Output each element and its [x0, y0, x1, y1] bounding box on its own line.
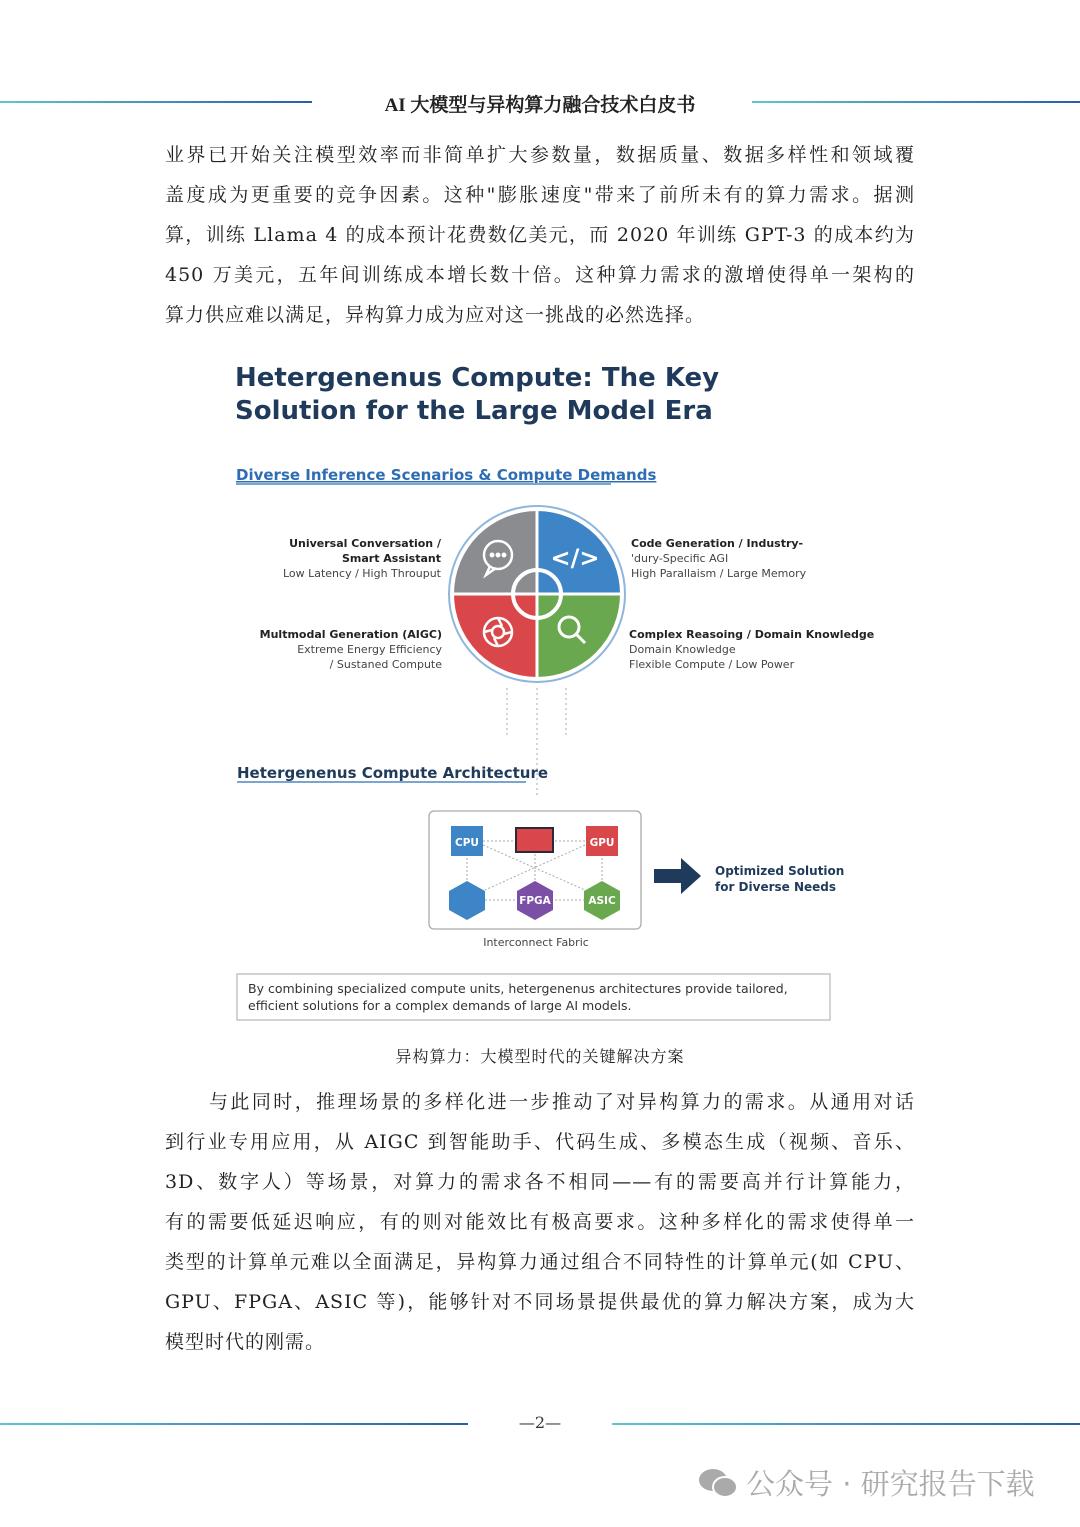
section-title-architecture: Hetergenenus Compute Architecture — [237, 764, 549, 782]
wechat-icon — [698, 1467, 738, 1499]
text-line: 与此同时，推理场景的多样化进一步推动了对异构算力的需求。从通用对话 — [209, 1091, 915, 1113]
scenario-title: Multmodal Generation (AIGC) — [259, 628, 442, 641]
figure-title-line1: Hetergenenus Compute: The Key — [235, 363, 720, 393]
figure-title-line2: Solution for the Large Model Era — [235, 396, 713, 426]
scenario-subtitle: Low Latency / High Throuput — [282, 567, 441, 580]
text-line: 模型时代的刚需。 — [165, 1331, 326, 1353]
watermark-text: 公众号 · 研究报告下载 — [746, 1467, 1035, 1501]
solution-label: Optimized Solution — [715, 864, 845, 878]
scenario-title: 'dury-Specific AGI — [631, 552, 729, 565]
text-line: 有的需要低延迟响应，有的则对能效比有极高要求。这种多样化的需求使得单一 — [165, 1211, 915, 1233]
cpu-label: CPU — [455, 837, 479, 849]
header-title: AI 大模型与异构算力融合技术白皮书 — [384, 95, 696, 116]
scenario-title: Complex Reasoing / Domain Knowledge — [629, 628, 875, 641]
watermark — [698, 1462, 1035, 1503]
section-title-scenarios: Diverse Inference Scenarios & Compute Demands — [236, 466, 657, 484]
solution-label: for Diverse Needs — [715, 880, 837, 894]
paragraph-2 — [165, 1082, 915, 1362]
text-line: 算，训练 Llama 4 的成本预计花费数亿美元，而 2020 年训练 GPT-3 的成本约为 — [165, 224, 915, 246]
gpu-label: GPU — [589, 837, 615, 849]
text-line: 算力供应难以满足，异构算力成为应对这一挑战的必然选择。 — [165, 304, 706, 326]
scenario-title: Smart Assistant — [341, 552, 441, 565]
scenario-title: Universal Conversation / — [289, 537, 441, 550]
fabric-label: Interconnect Fabric — [483, 936, 589, 949]
scenario-subtitle: Domain Knowledge — [629, 643, 736, 656]
text-line: 盖度成为更重要的竞争因素。这种"膨胀速度"带来了前所未有的算力需求。据测 — [165, 184, 915, 206]
scenario-subtitle: / Sustaned Compute — [329, 658, 442, 671]
scenario-subtitle: Extreme Energy Efficiency — [297, 643, 442, 656]
fpga-label: FPGA — [519, 895, 551, 907]
accelerator-unit — [516, 828, 553, 852]
page-number: —2— — [518, 1413, 562, 1432]
text-line: 3D、数字人）等场景，对算力的需求各不相同——有的需要高并行计算能力， — [165, 1171, 915, 1193]
scenario-title: Code Generation / Industry- — [631, 537, 804, 550]
text-line: 450 万美元，五年间训练成本增长数十倍。这种算力需求的激增使得单一架构的 — [165, 264, 915, 286]
paragraph-1 — [165, 135, 915, 335]
figure-caption: 异构算力：大模型时代的关键解决方案 — [395, 1047, 685, 1066]
arrow-right-icon — [654, 858, 701, 894]
quadrant-conversation — [454, 511, 537, 594]
quadrant-multimodal — [454, 594, 537, 677]
scenario-subtitle: High Parallaism / Large Memory — [631, 567, 807, 580]
text-line: 到行业专用应用，从 AIGC 到智能助手、代码生成、多模态生成（视频、音乐、 — [165, 1131, 915, 1153]
summary-text: By combining specialized compute units, hetergenenus architectures provide tailored, — [248, 981, 788, 996]
code-icon: </> — [550, 544, 600, 572]
scenario-subtitle: Flexible Compute / Low Power — [629, 658, 795, 671]
text-line: 业界已开始关注模型效率而非简单扩大参数量，数据质量、数据多样性和领域覆 — [165, 144, 915, 166]
figure — [0, 340, 1080, 1040]
asic-label: ASIC — [588, 895, 616, 907]
summary-text: efficient solutions for a complex demands of large AI models. — [248, 998, 632, 1013]
text-line: GPU、FPGA、ASIC 等)，能够针对不同场景提供最优的算力解决方案，成为大 — [165, 1291, 915, 1313]
text-line: 类型的计算单元难以全面满足，异构算力通过组合不同特性的计算单元(如 CPU、 — [165, 1251, 915, 1273]
